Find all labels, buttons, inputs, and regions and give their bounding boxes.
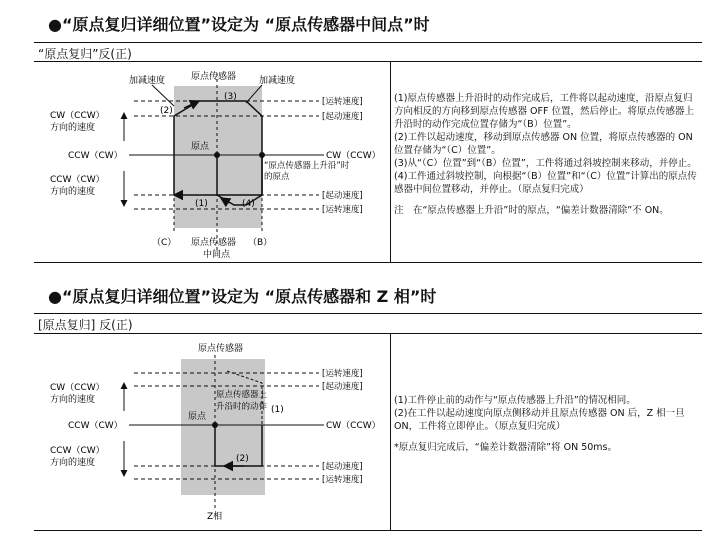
- section2-top-rule: [34, 313, 702, 314]
- bottom-b-label: （B）: [248, 238, 273, 248]
- start-speed-top-label: [起动速度]: [322, 112, 363, 122]
- section2-diagram: [34, 333, 390, 530]
- ccw-dir-label-1: CCW（CW）: [50, 175, 105, 185]
- cw-dir-label-1: CW（CCW）: [50, 383, 105, 393]
- step1-label: (1): [195, 199, 208, 209]
- section1-note-3: (3)从“（C）位置”到“（B）位置”，工件将通过斜坡控制来移动，并停止。: [394, 158, 697, 169]
- section1-notes: [394, 92, 700, 217]
- step1-label: (1): [271, 405, 284, 415]
- step2-label: (2): [236, 454, 249, 464]
- cw-dir-label-2: 方向的速度: [50, 123, 96, 133]
- sensor-top-label: 原点传感器: [191, 72, 237, 82]
- run-speed-top-label: [运转速度]: [322, 97, 363, 107]
- origin-label: 原点: [188, 412, 207, 422]
- accel-left-label: 加减速度: [129, 76, 166, 86]
- note-label-2: 升沿时的动作: [216, 402, 268, 412]
- run-speed-top-label: [运转速度]: [322, 369, 363, 379]
- section1-note-1: (1)原点传感器上升沿时的动作完成后，工件将以起动速度，沿原点复归方向相反的方向移到原点传感器 OFF 位置，然后停止。将原点传感器上升沿时的动作完成位置存储为“（B）位置”。: [394, 93, 694, 130]
- section2-note-2: (2)在工件以起动速度向原点侧移动并且原点传感器 ON 后，Z 相一旦 ON，工件将立即停止。（原点复归完成）: [394, 408, 685, 432]
- origin-label: 原点: [191, 142, 210, 152]
- start-speed-bottom-label: [起动速度]: [322, 462, 363, 472]
- step2-label: (2): [160, 106, 173, 116]
- bottom-mid-label: 中间点: [203, 250, 231, 260]
- step3-label: (3): [224, 92, 237, 102]
- start-speed-bottom-label: [起动速度]: [322, 191, 363, 201]
- section2-divider: [390, 333, 391, 530]
- section2-notes: [394, 394, 700, 454]
- section1-header: “原点复归”反(正): [38, 47, 132, 61]
- run-speed-bottom-label: [运转速度]: [322, 475, 363, 485]
- section1-divider: [390, 61, 391, 262]
- section2-title: ●“原点复归详细位置”设定为 “原点传感器和 Z 相”时: [48, 287, 437, 306]
- ccw-dir-label-2: 方向的速度: [50, 458, 96, 468]
- axis-right-label: CW（CCW）: [326, 151, 381, 161]
- axis-left-label: CCW（CW）: [68, 421, 123, 431]
- bottom-c-label: （C）: [152, 238, 177, 248]
- section1-note-5: 注 在“原点传感器上升沿”时的原点，“偏差计数器清除”不 ON。: [394, 205, 669, 216]
- step4-label: (4): [242, 199, 255, 209]
- ccw-dir-label-1: CCW（CW）: [50, 446, 105, 456]
- ccw-dir-label-2: 方向的速度: [50, 187, 96, 197]
- start-speed-top-label: [起动速度]: [322, 382, 363, 392]
- section2-bottom-rule: [34, 530, 702, 531]
- axis-left-label: CCW（CW）: [68, 151, 123, 161]
- bottom-sensor-label: 原点传感器: [191, 238, 237, 248]
- note-label-1: “原点传感器上升沿”时: [264, 161, 350, 171]
- cw-dir-label-1: CW（CCW）: [50, 111, 105, 121]
- note-label-2: 的原点: [264, 172, 290, 182]
- sensor-top-label: 原点传感器: [198, 344, 244, 354]
- section1-note-2: (2)工件以起动速度，移动到原点传感器 ON 位置，将原点传感器的 ON 位置存储为“（C）位置”。: [394, 132, 693, 156]
- accel-right-label: 加减速度: [259, 76, 296, 86]
- section1-diagram: [34, 61, 390, 262]
- run-speed-bottom-label: [运转速度]: [322, 205, 363, 215]
- section2-header: [原点复归] 反(正): [38, 318, 133, 332]
- section2-note-1: (1)工件停止前的动作与“原点传感器上升沿”的情况相同。: [394, 395, 636, 406]
- zphase-label: Z相: [207, 512, 223, 522]
- section1-bottom-rule: [34, 262, 702, 263]
- note-label-1: 原点传感器上: [216, 390, 268, 400]
- section1-note-4: (4)工件通过斜坡控制，向根据“（B）位置”和“（C）位置”计算出的原点传感器中间位置移动，并停止。（原点复归完成）: [394, 171, 697, 195]
- section1-top-rule: [34, 42, 702, 43]
- cw-dir-label-2: 方向的速度: [50, 395, 96, 405]
- section2-note-3: *原点复归完成后，“偏差计数器清除”将 ON 50ms。: [394, 442, 618, 453]
- section1-title: ●“原点复归详细位置”设定为 “原点传感器中间点”时: [48, 15, 430, 34]
- axis-right-label: CW（CCW）: [326, 421, 381, 431]
